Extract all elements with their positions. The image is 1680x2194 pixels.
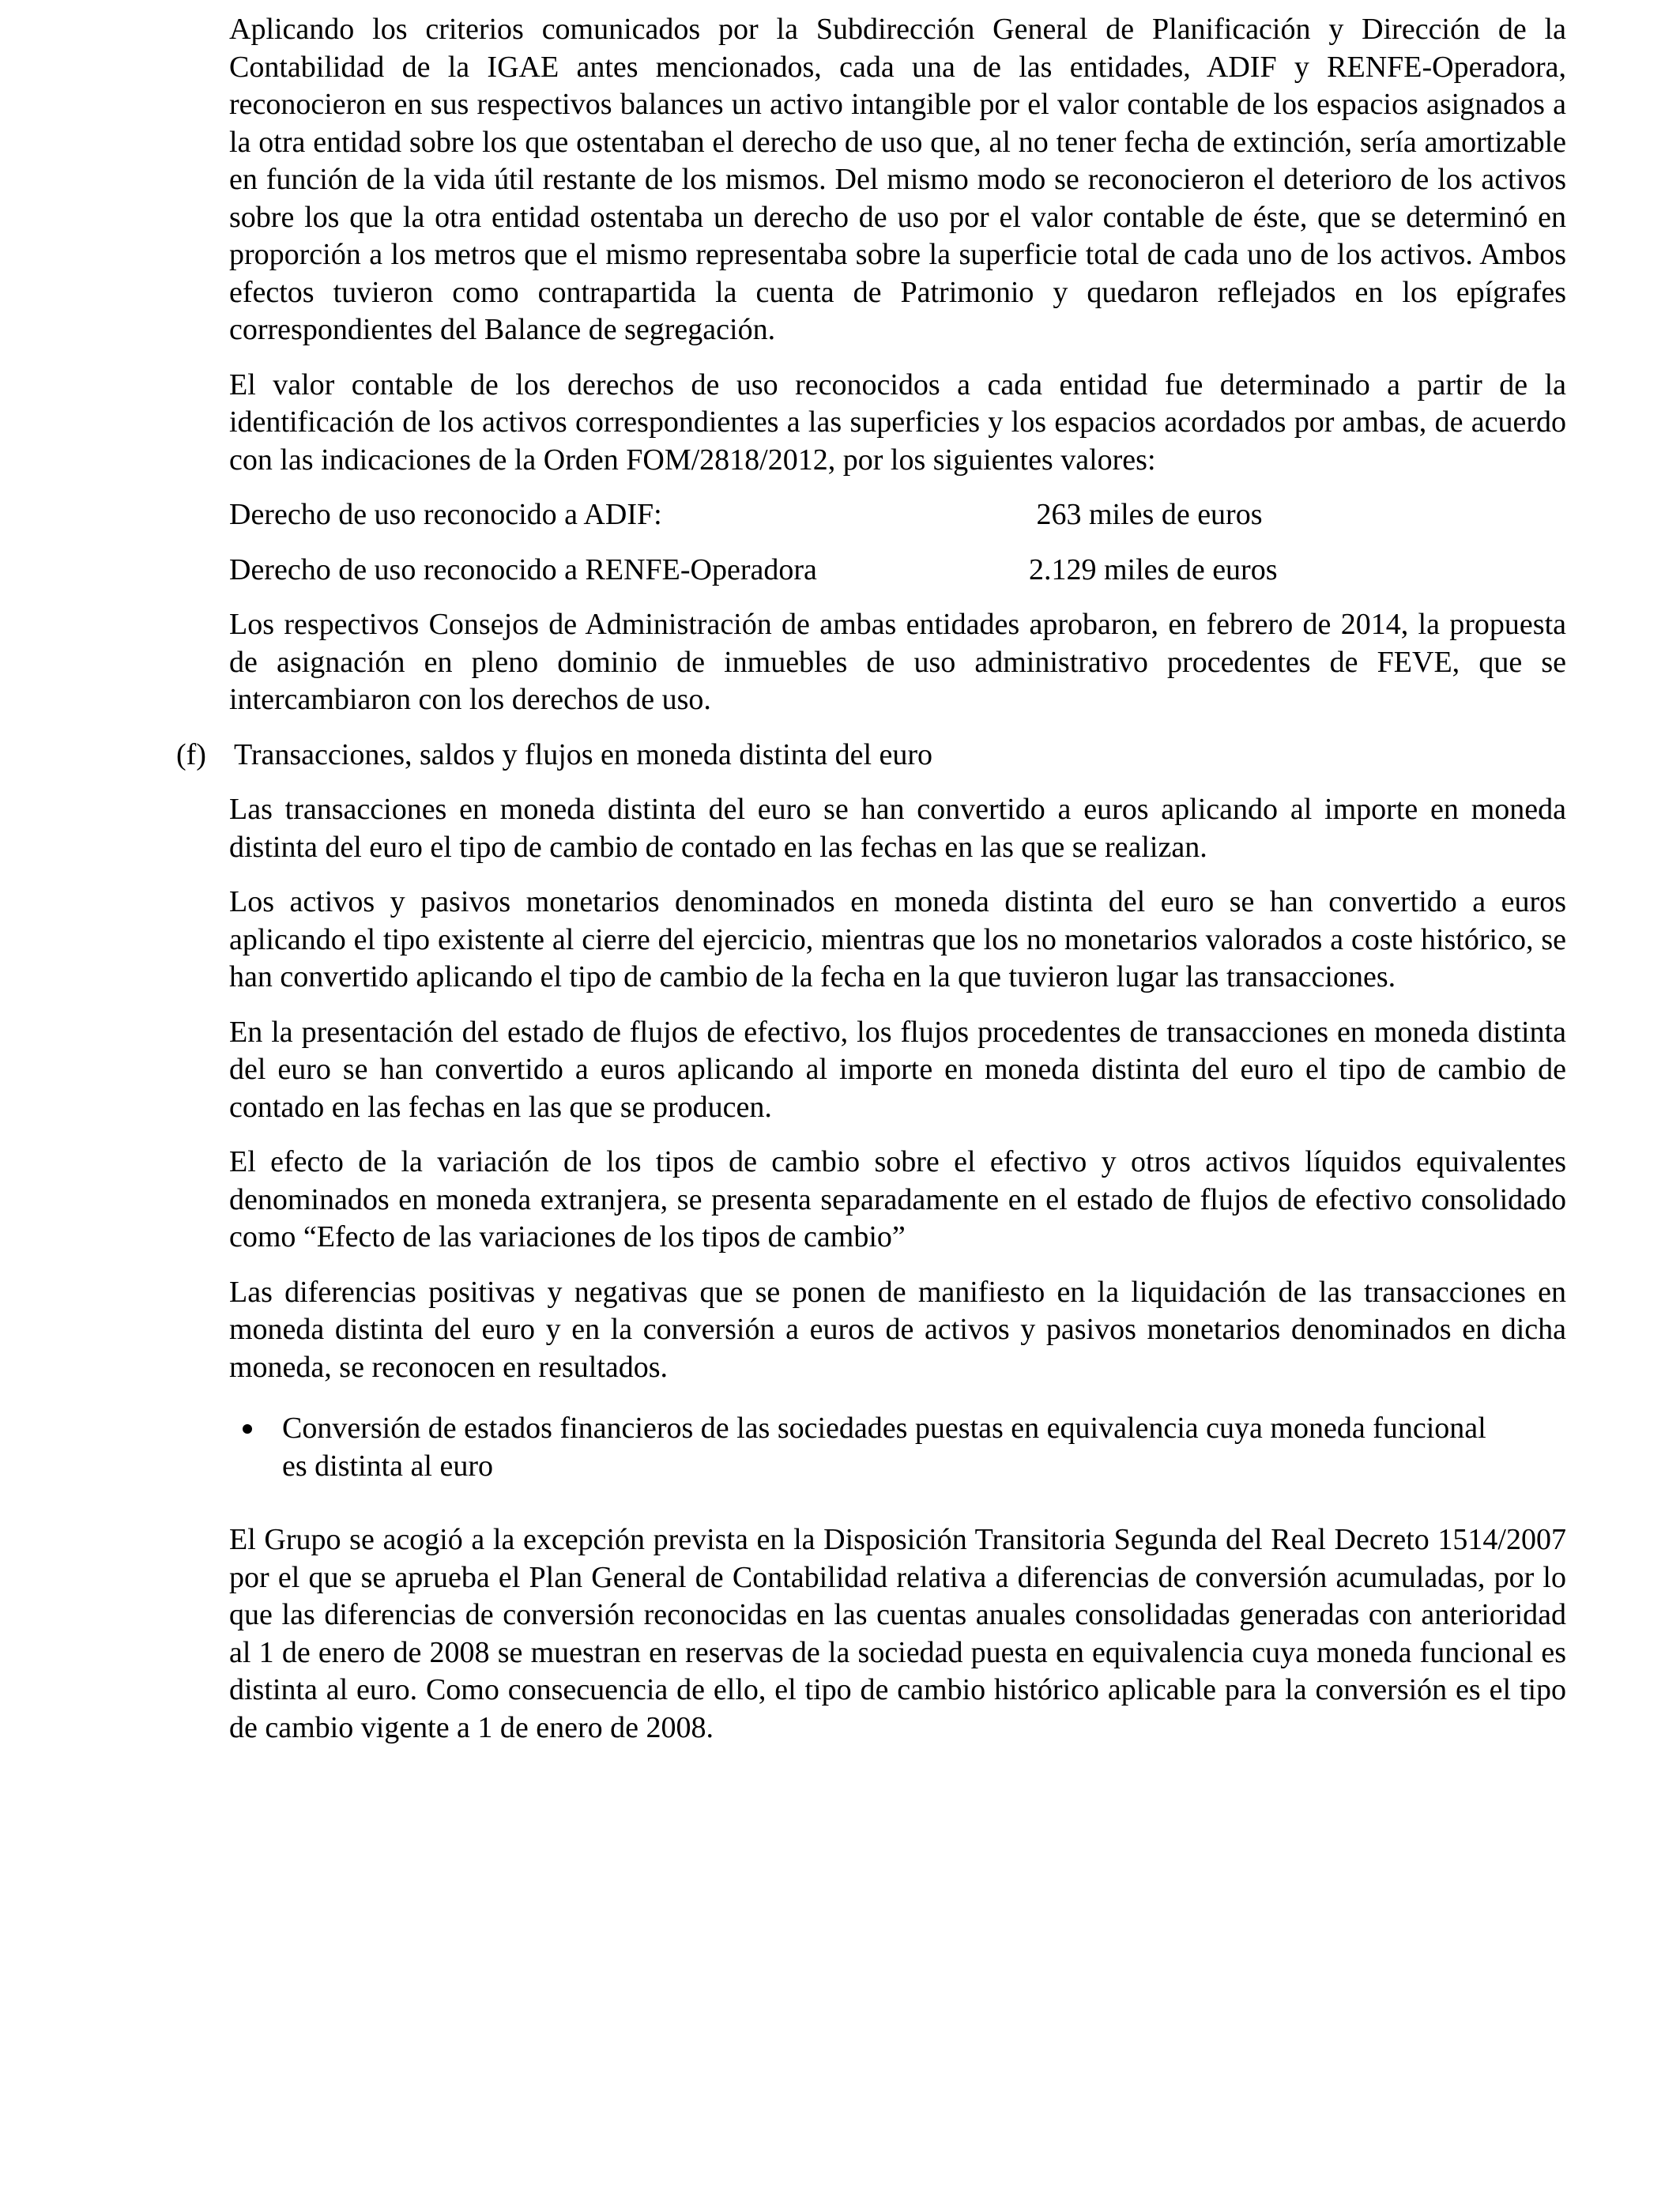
document-body — [176, 11, 1566, 1747]
paragraph-activos-pasivos: Los activos y pasivos monetarios denominados en moneda distinta del euro se han convertido a euros aplicando el tipo existente al cierre del ejercicio, mientras que los no monetarios valorados a coste histórico, se han convertido aplicando el tipo de cambio de la fecha en la que tuvieron lugar las transacciones. — [229, 885, 1566, 993]
value-label: Derecho de uso reconocido a RENFE-Operadora — [229, 552, 817, 586]
paragraph-transacciones: Las transacciones en moneda distinta del euro se han convertido a euros aplicando al importe en moneda distinta del euro el tipo de cambio de contado en las fechas en las que se realizan. — [229, 793, 1566, 864]
section-heading — [176, 737, 1566, 775]
paragraph-flujos-efectivo: En la presentación del estado de flujos de efectivo, los flujos procedentes de transacciones en moneda distinta del euro se han convertido a euros aplicando al importe en moneda distinta del euro el tipo de cambio de contado en las fechas en las que se producen. — [229, 1015, 1566, 1124]
section-title: Transacciones, saldos y flujos en moneda distinta del euro — [234, 737, 933, 771]
bullet-icon — [229, 1410, 282, 1485]
value-row-renfe — [229, 552, 1566, 590]
bullet-list-item — [229, 1410, 1566, 1485]
paragraph-valor-contable: El valor contable de los derechos de uso reconocidos a cada entidad fue determinado a partir de la identificación de los activos correspondientes a las superficies y los espacios acordados por ambas, de acuerdo con las indicaciones de la Orden FOM/2818/2012, por los siguientes valores: — [229, 368, 1566, 477]
value-row-adif — [229, 496, 1566, 534]
paragraph-efecto-variacion: El efecto de la variación de los tipos de cambio sobre el efectivo y otros activos líquidos equivalentes denominados en moneda extranjera, se presenta separadamente en el estado de flujos de efectivo consolidado como “Efecto de las variaciones de los tipos de cambio” — [229, 1145, 1566, 1253]
bullet-text: Conversión de estados financieros de las sociedades puestas en equivalencia cuya moneda funcional es distinta al euro — [282, 1412, 1486, 1483]
paragraph-excepcion: El Grupo se acogió a la excepción prevista en la Disposición Transitoria Segunda del Real Decreto 1514/2007 por el que se aprueba el Plan General de Contabilidad relativa a diferencias de conversión acumuladas, por lo que las diferencias de conversión reconocidas en las cuentas anuales consolidadas generadas con anterioridad al 1 de enero de 2008 se muestran en reservas de la sociedad puesta en equivalencia cuya moneda funcional es distinta al euro. Como consecuencia de ello, el tipo de cambio histórico aplicable para la conversión es el tipo de cambio vigente a 1 de enero de 2008. — [229, 1523, 1566, 1744]
paragraph-consejos: Los respectivos Consejos de Administración de ambas entidades aprobaron, en febrero de 2014, la propuesta de asignación en pleno dominio de inmuebles de uso administrativo procedentes de FEVE, que se intercambiaron con los derechos de uso. — [229, 608, 1566, 716]
value-label: Derecho de uso reconocido a ADIF: — [229, 498, 662, 531]
section-marker: (f) — [176, 737, 206, 771]
value-amount: 2.129 miles de euros — [1029, 552, 1278, 586]
paragraph-diferencias: Las diferencias positivas y negativas que se ponen de manifiesto en la liquidación de las transacciones en moneda distinta del euro y en la conversión a euros de activos y pasivos monetarios denominados en dicha moneda, se reconocen en resultados. — [229, 1275, 1566, 1384]
value-amount: 263 miles de euros — [1029, 498, 1263, 531]
paragraph-criterios-igae: Aplicando los criterios comunicados por la Subdirección General de Planificación y Dirección de la Contabilidad de la IGAE antes mencionados, cada una de las entidades, ADIF y RENFE-Operadora, reconocieron en sus respectivos balances un activo intangible por el valor contable de los espacios asignados a la otra entidad sobre los que ostentaban el derecho de uso que, al no tener fecha de extinción, sería amortizable en función de la vida útil restante de los mismos. Del mismo modo se reconocieron el deterioro de los activos sobre los que la otra entidad ostentaba un derecho de uso por el valor contable de éste, que se determinó en proporción a los metros que el mismo representaba sobre la superficie total de cada uno de los activos. Ambos efectos tuvieron como contrapartida la cuenta de Patrimonio y quedaron reflejados en los epígrafes correspondientes del Balance de segregación. — [229, 13, 1566, 346]
